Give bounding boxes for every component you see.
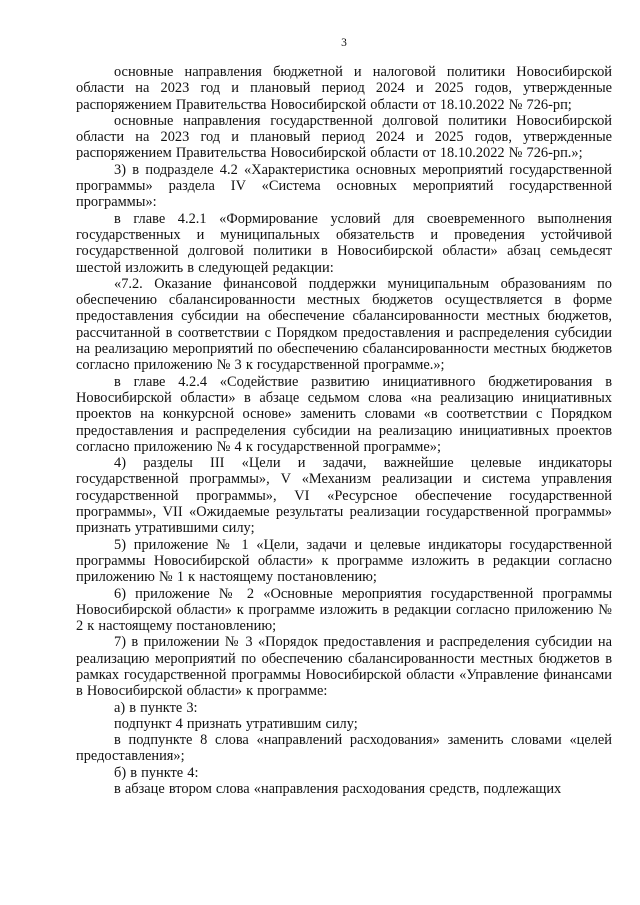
page-number: 3 [341, 37, 347, 49]
paragraph: основные направления бюджетной и налоговой политики Новосибирской области на 2023 год и плановый период 2024 и 2025 годов, утвержденные распоряжением Правительства Новосибирской области от 18.10.2022 № 726-рп; [76, 64, 612, 113]
paragraph: подпункт 4 признать утратившим силу; [114, 715, 358, 732]
paragraph: в главе 4.2.4 «Содействие развитию инициативного бюджетирования в Новосибирской области» в абзаце седьмом слова «на реализацию инициативных проектов на конкурсной основе» заменить словами «в соответствии с Порядком предоставления и распределения субсидии на реализацию инициативных проектов согласно приложению № 4 к государственной программе»; [76, 373, 612, 455]
paragraph: 5) приложение № 1 «Цели, задачи и целевые индикаторы государственной программы Новосибирской области» к программе изложить в редакции согласно приложению № 1 к настоящему постановлению; [76, 536, 612, 586]
paragraph: 6) приложение № 2 «Основные мероприятия государственной программы Новосибирской области» к программе изложить в редакции согласно приложению № 2 к настоящему постановлению; [76, 585, 612, 635]
paragraph: 7) в приложении № 3 «Порядок предоставления и распределения субсидии на реализацию мероприятий по обеспечению сбалансированности местных бюджетов в рамках государственной программы Новосибирской области «Управление финансами в Новосибирской области» к программе: [76, 634, 612, 700]
paragraph: в абзаце втором слова «направления расходования средств, подлежащих [114, 781, 562, 798]
paragraph: б) в пункте 4: [114, 764, 199, 781]
paragraph: в главе 4.2.1 «Формирование условий для своевременного выполнения государственных и муниципальных обязательств и проведения устойчивой государственной долговой политики в Новосибирской области» абзац семьдесят шестой изложить в следующей редакции: [76, 210, 612, 276]
paragraph: основные направления государственной долговой политики Новосибирской области на 2023 год и плановый период 2024 и 2025 годов, утвержденные распоряжением Правительства Новосибирской области от 18.10.2022 № 726-рп.»; [76, 112, 612, 162]
paragraph: «7.2. Оказание финансовой поддержки муниципальным образованиям по обеспечению сбалансированности местных бюджетов осуществляется в форме предоставления субсидии на обеспечение сбалансированности местных бюджетов, рассчитанной в соответствии с Порядком предоставления и распределения субсидии на реализацию мероприятий по обеспечению сбалансированности местных бюджетов согласно приложению № 3 к государственной программе.»; [76, 275, 612, 374]
paragraph: а) в пункте 3: [114, 699, 198, 716]
paragraph: 3) в подразделе 4.2 «Характеристика основных мероприятий государственной программы» раздела IV «Система основных мероприятий государственной программы»: [76, 161, 612, 211]
paragraph: в подпункте 8 слова «направлений расходования» заменить словами «целей предоставления»; [76, 732, 612, 765]
paragraph: 4) разделы III «Цели и задачи, важнейшие целевые индикаторы государственной программы», V «Механизм реализации и система управления государственной программы», VI «Ресурсное обеспечение государственной программы», VII «Ожидаемые результаты реализации государственной программы» признать утратившими силу; [76, 455, 612, 537]
